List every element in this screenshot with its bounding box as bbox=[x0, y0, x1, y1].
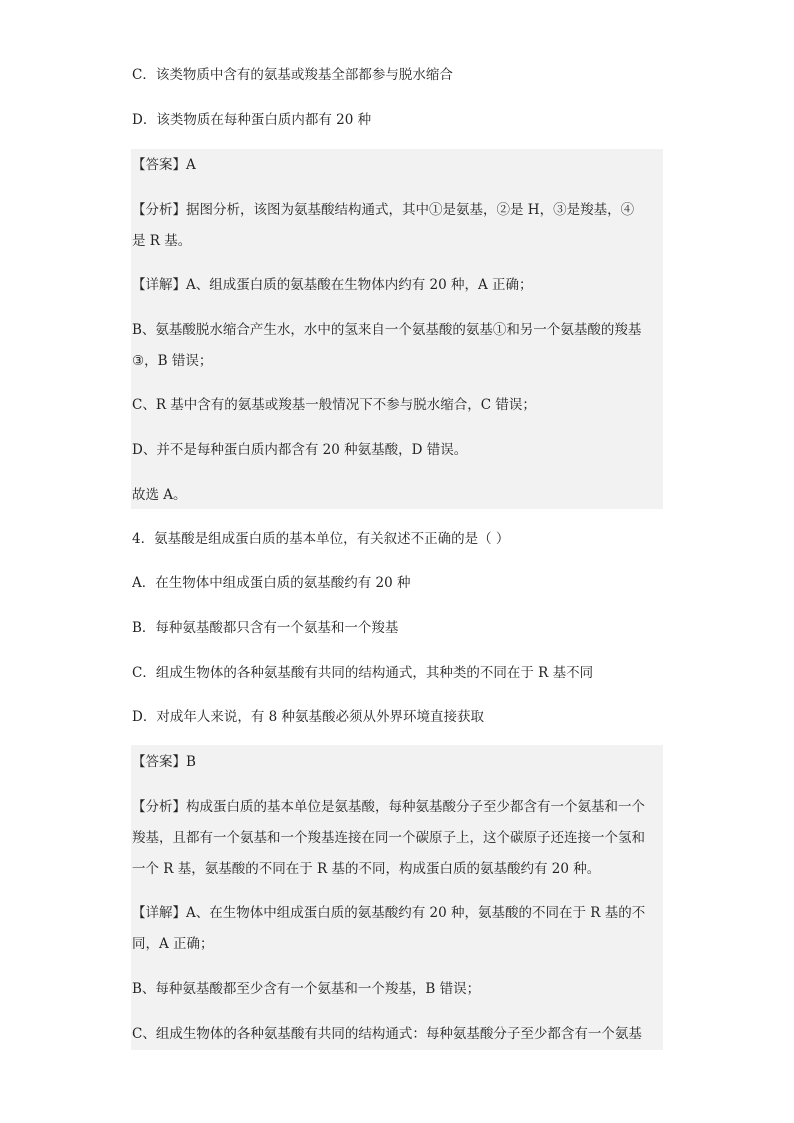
q4-detail-a-line-2: 同，A 正确； bbox=[132, 936, 214, 952]
q4-option-a: A．在生物体中组成蛋白质的氨基酸约有 20 种 bbox=[132, 575, 411, 591]
q3-analysis-line-2: 是 R 基。 bbox=[132, 233, 192, 249]
q4-detail-b: B、每种氨基酸都至少含有一个氨基和一个羧基，B 错误； bbox=[132, 981, 481, 997]
q4-detail-c-line-1: C、组成生物体的各种氨基酸有共同的结构通式：每种氨基酸分子至少都含有一个氨基 bbox=[132, 1026, 642, 1042]
answer-block-q4 bbox=[131, 745, 663, 1050]
q3-option-c: C．该类物质中含有的氨基或羧基全部都参与脱水缩合 bbox=[132, 67, 453, 83]
q4-detail-a-line-1: 【详解】A、在生物体中组成蛋白质的氨基酸约有 20 种，氨基酸的不同在于 R 基的不 bbox=[132, 905, 646, 921]
q4-option-b: B．每种氨基酸都只含有一个氨基和一个羧基 bbox=[132, 620, 399, 636]
q4-analysis-line-1: 【分析】构成蛋白质的基本单位是氨基酸，每种氨基酸分子至少都含有一个氨基和一个 bbox=[132, 799, 645, 815]
q4-answer: 【答案】B bbox=[132, 754, 196, 770]
q4-stem: 4．氨基酸是组成蛋白质的基本单位，有关叙述不正确的是（ ） bbox=[132, 531, 510, 547]
q3-option-d: D．该类物质在每种蛋白质内都有 20 种 bbox=[132, 112, 372, 128]
q3-detail-b-line-1: B、氨基酸脱水缩合产生水，水中的氢来自一个氨基酸的氨基①和另一个氨基酸的羧基 bbox=[132, 322, 642, 338]
q3-answer: 【答案】A bbox=[132, 157, 196, 173]
q3-detail-c: C、R 基中含有的氨基或羧基一般情况下不参与脱水缩合，C 错误； bbox=[132, 397, 536, 413]
q4-analysis-line-2: 羧基，且都有一个氨基和一个羧基连接在同一个碳原子上，这个碳原子还连接一个氢和 bbox=[132, 830, 645, 846]
q3-detail-d: D、并不是每种蛋白质内都含有 20 种氨基酸，D 错误。 bbox=[132, 442, 468, 458]
q3-conclusion: 故选 A。 bbox=[132, 487, 187, 503]
q4-analysis-line-3: 一个 R 基，氨基酸的不同在于 R 基的不同，构成蛋白质的氨基酸约有 20 种。 bbox=[132, 861, 601, 877]
q4-option-d: D．对成年人来说，有 8 种氨基酸必须从外界环境直接获取 bbox=[132, 709, 484, 725]
q3-detail-a: 【详解】A、组成蛋白质的氨基酸在生物体内约有 20 种，A 正确； bbox=[132, 277, 533, 293]
q4-option-c: C．组成生物体的各种氨基酸有共同的结构通式，其种类的不同在于 R 基不同 bbox=[132, 665, 594, 681]
q3-analysis-line-1: 【分析】据图分析，该图为氨基酸结构通式，其中①是氨基，②是 H，③是羧基，④ bbox=[132, 202, 635, 218]
q3-detail-b-line-2: ③，B 错误； bbox=[132, 353, 213, 369]
